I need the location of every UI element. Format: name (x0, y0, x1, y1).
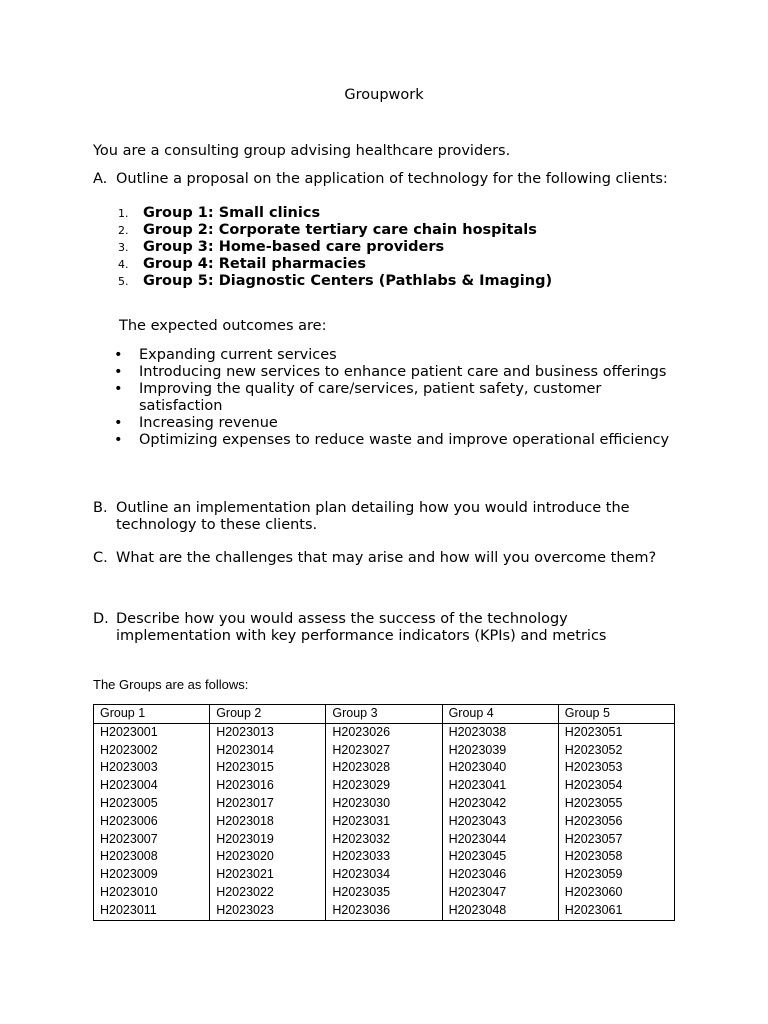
client-label: Group 2: Corporate tertiary care chain hospitals (143, 222, 537, 238)
table-row (94, 902, 675, 920)
table-cell: H2023036 (326, 902, 442, 920)
table-header-cell: Group 3 (326, 705, 442, 724)
table-row (94, 723, 675, 741)
table-cell: H2023013 (210, 723, 326, 741)
table-header-cell: Group 1 (94, 705, 210, 724)
outcome-text: Improving the quality of care/services, patient safety, customer satisfaction (139, 381, 602, 414)
table-row (94, 742, 675, 760)
client-item (118, 256, 552, 273)
client-label: Group 4: Retail pharmacies (143, 256, 366, 272)
client-number: 3. (118, 241, 129, 254)
table-cell: H2023019 (210, 831, 326, 849)
table-cell: H2023001 (94, 723, 210, 741)
groups-table (93, 704, 675, 921)
client-item (118, 239, 552, 256)
table-cell: H2023015 (210, 759, 326, 777)
table-cell: H2023033 (326, 848, 442, 866)
outcome-item (114, 432, 674, 449)
table-cell: H2023007 (94, 831, 210, 849)
section-b (93, 500, 683, 534)
bullet-icon: • (114, 364, 123, 380)
client-label: Group 1: Small clinics (143, 205, 321, 221)
table-cell: H2023034 (326, 866, 442, 884)
table-cell: H2023046 (442, 866, 558, 884)
table-cell: H2023009 (94, 866, 210, 884)
table-cell: H2023042 (442, 795, 558, 813)
client-item (118, 222, 552, 239)
section-b-text: Outline an implementation plan detailing how you would introduce the technology to these clients. (116, 500, 630, 533)
table-cell: H2023026 (326, 723, 442, 741)
outcomes-list (114, 347, 674, 449)
page-title: Groupwork (344, 87, 424, 103)
table-cell: H2023041 (442, 777, 558, 795)
section-d-text: Describe how you would assess the success of the technology implementation with key performance indicators (KPIs) and metrics (116, 611, 607, 644)
section-c-letter: C. (93, 550, 108, 566)
table-row (94, 866, 675, 884)
table-cell: H2023016 (210, 777, 326, 795)
table-row (94, 795, 675, 813)
table-cell: H2023029 (326, 777, 442, 795)
table-cell: H2023008 (94, 848, 210, 866)
bullet-icon: • (114, 432, 123, 448)
client-number: 5. (118, 275, 129, 288)
table-cell: H2023017 (210, 795, 326, 813)
section-a-letter: A. (93, 171, 108, 187)
table-row (94, 813, 675, 831)
table-cell: H2023002 (94, 742, 210, 760)
table-cell: H2023014 (210, 742, 326, 760)
outcomes-heading: The expected outcomes are: (119, 318, 327, 334)
client-number: 4. (118, 258, 129, 271)
section-d (93, 611, 683, 645)
table-cell: H2023061 (558, 902, 674, 920)
table-cell: H2023003 (94, 759, 210, 777)
groups-table-body (94, 723, 675, 920)
table-row (94, 777, 675, 795)
table-cell: H2023038 (442, 723, 558, 741)
table-cell: H2023048 (442, 902, 558, 920)
table-cell: H2023027 (326, 742, 442, 760)
client-number: 2. (118, 224, 129, 237)
table-header-cell: Group 4 (442, 705, 558, 724)
client-item (118, 273, 552, 290)
table-cell: H2023018 (210, 813, 326, 831)
table-row (94, 884, 675, 902)
outcome-item (114, 364, 674, 381)
table-row (94, 759, 675, 777)
client-number: 1. (118, 207, 129, 220)
table-cell: H2023040 (442, 759, 558, 777)
table-cell: H2023055 (558, 795, 674, 813)
table-cell: H2023047 (442, 884, 558, 902)
outcome-text: Increasing revenue (139, 415, 278, 431)
table-header-cell: Group 2 (210, 705, 326, 724)
table-cell: H2023010 (94, 884, 210, 902)
client-list (118, 205, 552, 290)
table-cell: H2023058 (558, 848, 674, 866)
table-cell: H2023030 (326, 795, 442, 813)
table-cell: H2023031 (326, 813, 442, 831)
outcome-text: Expanding current services (139, 347, 337, 363)
section-c-text: What are the challenges that may arise and how will you overcome them? (116, 550, 657, 566)
table-cell: H2023035 (326, 884, 442, 902)
table-cell: H2023057 (558, 831, 674, 849)
outcome-text: Introducing new services to enhance patient care and business offerings (139, 364, 667, 380)
table-cell: H2023052 (558, 742, 674, 760)
intro-text: You are a consulting group advising healthcare providers. (93, 143, 511, 159)
bullet-icon: • (114, 381, 123, 397)
bullet-icon: • (114, 415, 123, 431)
section-a (93, 171, 683, 188)
section-c (93, 550, 683, 567)
table-cell: H2023060 (558, 884, 674, 902)
groups-caption: The Groups are as follows: (93, 677, 249, 692)
table-header-row (94, 705, 675, 724)
client-label: Group 3: Home-based care providers (143, 239, 445, 255)
table-cell: H2023032 (326, 831, 442, 849)
table-cell: H2023004 (94, 777, 210, 795)
table-cell: H2023044 (442, 831, 558, 849)
table-cell: H2023059 (558, 866, 674, 884)
outcome-item (114, 415, 674, 432)
table-cell: H2023053 (558, 759, 674, 777)
table-cell: H2023028 (326, 759, 442, 777)
table-cell: H2023022 (210, 884, 326, 902)
table-cell: H2023006 (94, 813, 210, 831)
table-cell: H2023054 (558, 777, 674, 795)
table-cell: H2023039 (442, 742, 558, 760)
outcome-item (114, 381, 674, 415)
section-d-letter: D. (93, 611, 109, 627)
table-cell: H2023011 (94, 902, 210, 920)
section-a-text: Outline a proposal on the application of technology for the following clients: (116, 171, 668, 187)
table-cell: H2023021 (210, 866, 326, 884)
table-cell: H2023051 (558, 723, 674, 741)
outcome-item (114, 347, 674, 364)
table-cell: H2023043 (442, 813, 558, 831)
table-cell: H2023020 (210, 848, 326, 866)
table-row (94, 848, 675, 866)
table-header-cell: Group 5 (558, 705, 674, 724)
table-row (94, 831, 675, 849)
table-cell: H2023056 (558, 813, 674, 831)
client-label: Group 5: Diagnostic Centers (Pathlabs & Imaging) (143, 273, 553, 289)
section-b-letter: B. (93, 500, 108, 516)
table-cell: H2023005 (94, 795, 210, 813)
bullet-icon: • (114, 347, 123, 363)
outcome-text: Optimizing expenses to reduce waste and improve operational efficiency (139, 432, 670, 448)
client-item (118, 205, 552, 222)
table-cell: H2023023 (210, 902, 326, 920)
table-cell: H2023045 (442, 848, 558, 866)
